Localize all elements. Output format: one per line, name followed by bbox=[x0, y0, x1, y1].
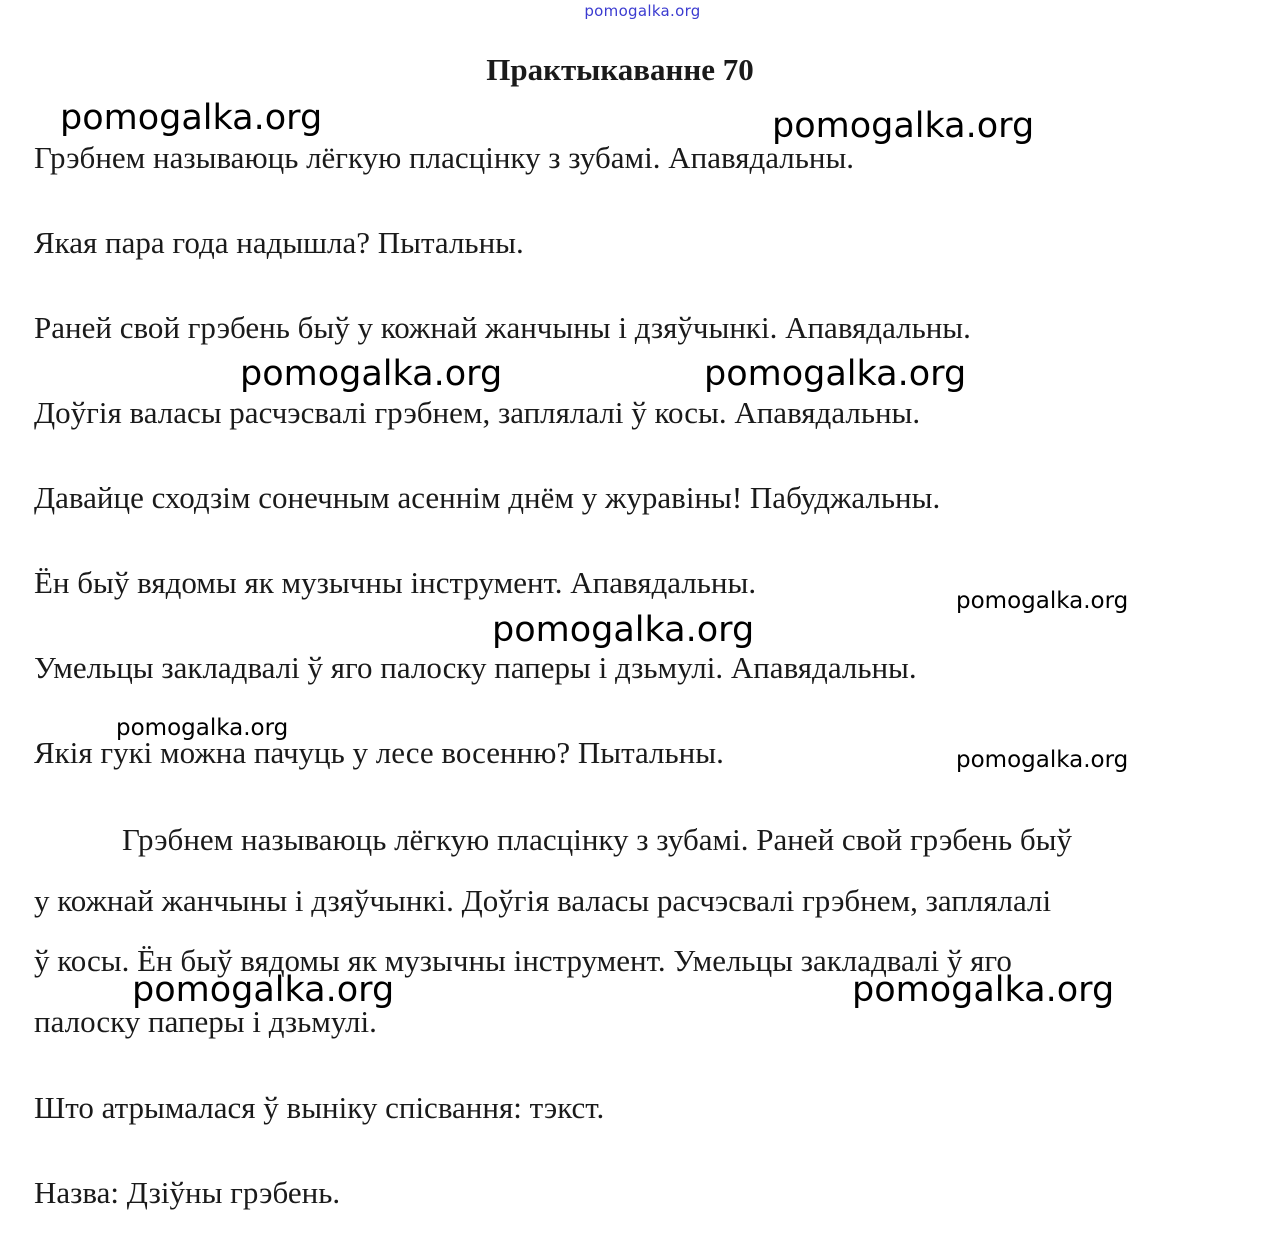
watermark: pomogalka.org bbox=[240, 354, 503, 394]
paragraph-line-2: у кожнай жанчыны і дзяўчынкі. Доўгія валасы расчэсвалі грэбнем, заплялалі bbox=[34, 883, 1052, 918]
result-line: Што атрымалася ў выніку спісвання: тэкст. bbox=[34, 1090, 605, 1125]
watermark: pomogalka.org bbox=[772, 106, 1035, 146]
watermark: pomogalka.org bbox=[60, 98, 323, 138]
watermark: pomogalka.org bbox=[132, 970, 395, 1010]
watermark: pomogalka.org bbox=[492, 610, 755, 650]
sentence-6: Ён быў вядомы як музычны інструмент. Апавядальны. bbox=[34, 565, 757, 600]
sentence-8: Якія гукі можна пачуць у лесе восенню? Пытальны. bbox=[34, 735, 724, 770]
sentence-4: Доўгія валасы расчэсвалі грэбнем, заплялалі ў косы. Апавядальны. bbox=[34, 395, 921, 430]
page-title: Практыкаванне 70 bbox=[486, 52, 754, 87]
sentence-7: Умельцы закладвалі ў яго палоску паперы і дзьмулі. Апавядальны. bbox=[34, 650, 917, 685]
paragraph-line-3: ў косы. Ён быў вядомы як музычны інструмент. Умельцы закладвалі ў яго bbox=[34, 943, 1012, 978]
watermark: pomogalka.org bbox=[956, 588, 1129, 614]
sentence-2: Якая пара года надышла? Пытальны. bbox=[34, 225, 524, 260]
title-line: Назва: Дзіўны грэбень. bbox=[34, 1175, 341, 1210]
sentence-5: Давайце сходзім сонечным асеннім днём у журавіны! Пабуджальны. bbox=[34, 480, 941, 515]
site-link[interactable]: pomogalka.org bbox=[584, 2, 701, 20]
paragraph-line-1: Грэбнем называюць лёгкую пласцінку з зубамі. Раней свой грэбень быў bbox=[122, 822, 1072, 857]
watermark: pomogalka.org bbox=[704, 354, 967, 394]
watermark: pomogalka.org bbox=[956, 747, 1129, 773]
sentence-3: Раней свой грэбень быў у кожнай жанчыны і дзяўчынкі. Апавядальны. bbox=[34, 310, 971, 345]
watermark: pomogalka.org bbox=[852, 970, 1115, 1010]
sentence-1: Грэбнем называюць лёгкую пласцінку з зубамі. Апавядальны. bbox=[34, 140, 855, 175]
paragraph-line-4: палоску паперы і дзьмулі. bbox=[34, 1004, 377, 1039]
watermark: pomogalka.org bbox=[116, 715, 289, 741]
